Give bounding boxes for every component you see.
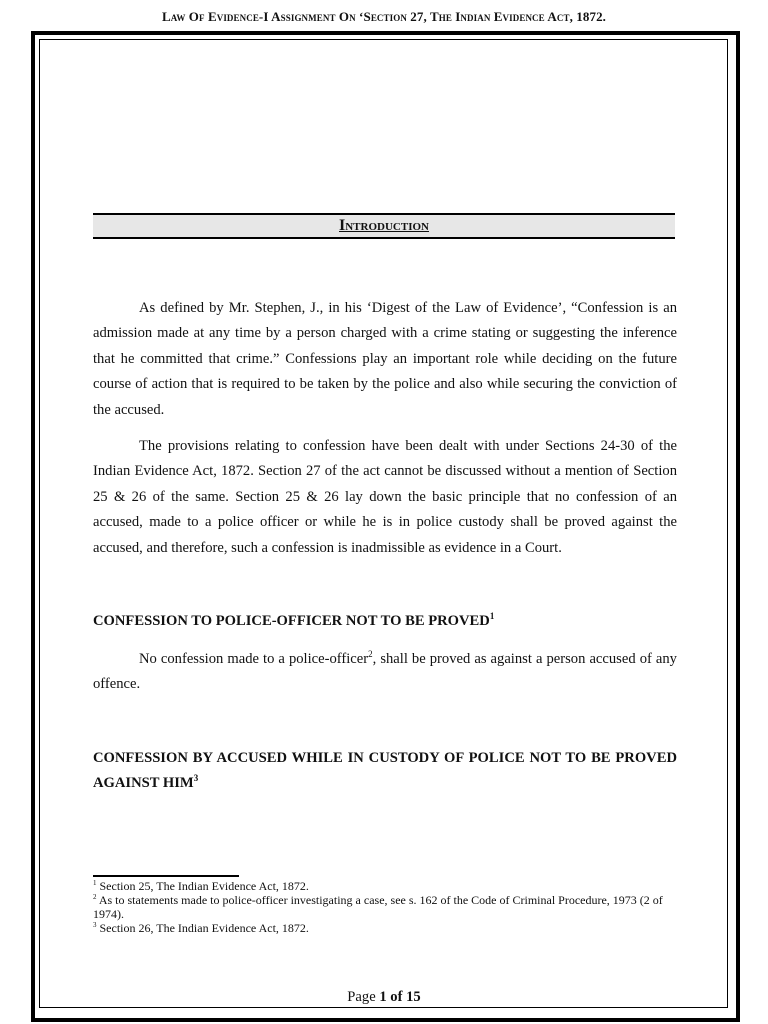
- section-heading-confession-to-police: [93, 609, 677, 634]
- paragraph-no-confession: [93, 647, 677, 698]
- footnote-text: As to statements made to police-officer investigating a case, see s. 162 of the Code of Criminal Procedure, 1973 (2 of 1974).: [93, 893, 663, 921]
- page-label: Page: [347, 989, 376, 1005]
- footnote-number: 3: [93, 921, 97, 929]
- footnote-text: Section 26, The Indian Evidence Act, 1872.: [99, 921, 309, 935]
- footnote-item: [93, 879, 677, 893]
- footnote-reference[interactable]: 3: [193, 773, 199, 784]
- footnote-separator: [93, 875, 239, 877]
- page-number: [0, 989, 768, 1006]
- section-heading-confession-in-custody: [93, 746, 677, 797]
- page-current: 1: [379, 989, 387, 1005]
- page-of: of: [390, 989, 403, 1005]
- running-header: Law Of Evidence-I Assignment On ‘Section 27, The Indian Evidence Act, 1872.: [161, 9, 607, 24]
- introduction-title: Introduction: [339, 217, 429, 234]
- footnote-text: Section 25, The Indian Evidence Act, 1872.: [99, 879, 309, 893]
- paragraph-definition: As defined by Mr. Stephen, J., in his ‘Digest of the Law of Evidence’, “Confession is an admission made at any time by a person charged with a crime stating or suggesting the inference that he committed that crime.” Confessions play an important role while deciding on the future course of action that is required to be taken by the police and also while securing the conviction of the accused.: [93, 300, 677, 418]
- footnote-item: [93, 893, 677, 921]
- footnote-item: [93, 921, 677, 935]
- introduction-banner: [93, 213, 675, 239]
- section-heading-text: CONFESSION TO POLICE-OFFICER NOT TO BE PROVED: [93, 613, 490, 629]
- paragraph-text: No confession made to a police-officer: [139, 651, 369, 667]
- footnote-reference[interactable]: 1: [489, 611, 495, 622]
- footnotes: [93, 879, 677, 935]
- footnote-reference[interactable]: 2: [368, 649, 373, 660]
- paragraph-provisions: The provisions relating to confession have been dealt with under Sections 24-30 of the Indian Evidence Act, 1872. Section 27 of the act cannot be discussed without a mention of Section 25 & 26 of the same. Section 25 & 26 lay down the basic principle that no confession of an accused, made to a police officer or while he is in police custody shall be proved against the accused, and therefore, such a confession is inadmissible as evidence in a Court.: [93, 438, 677, 556]
- page-total: 15: [406, 989, 421, 1005]
- footnote-number: 1: [93, 879, 97, 887]
- footnote-number: 2: [93, 893, 97, 901]
- section-heading-text: CONFESSION BY ACCUSED WHILE IN CUSTODY OF POLICE NOT TO BE PROVED AGAINST HIM: [93, 750, 677, 792]
- paragraph-text: , shall be proved as against a person accused of any offence.: [93, 651, 677, 693]
